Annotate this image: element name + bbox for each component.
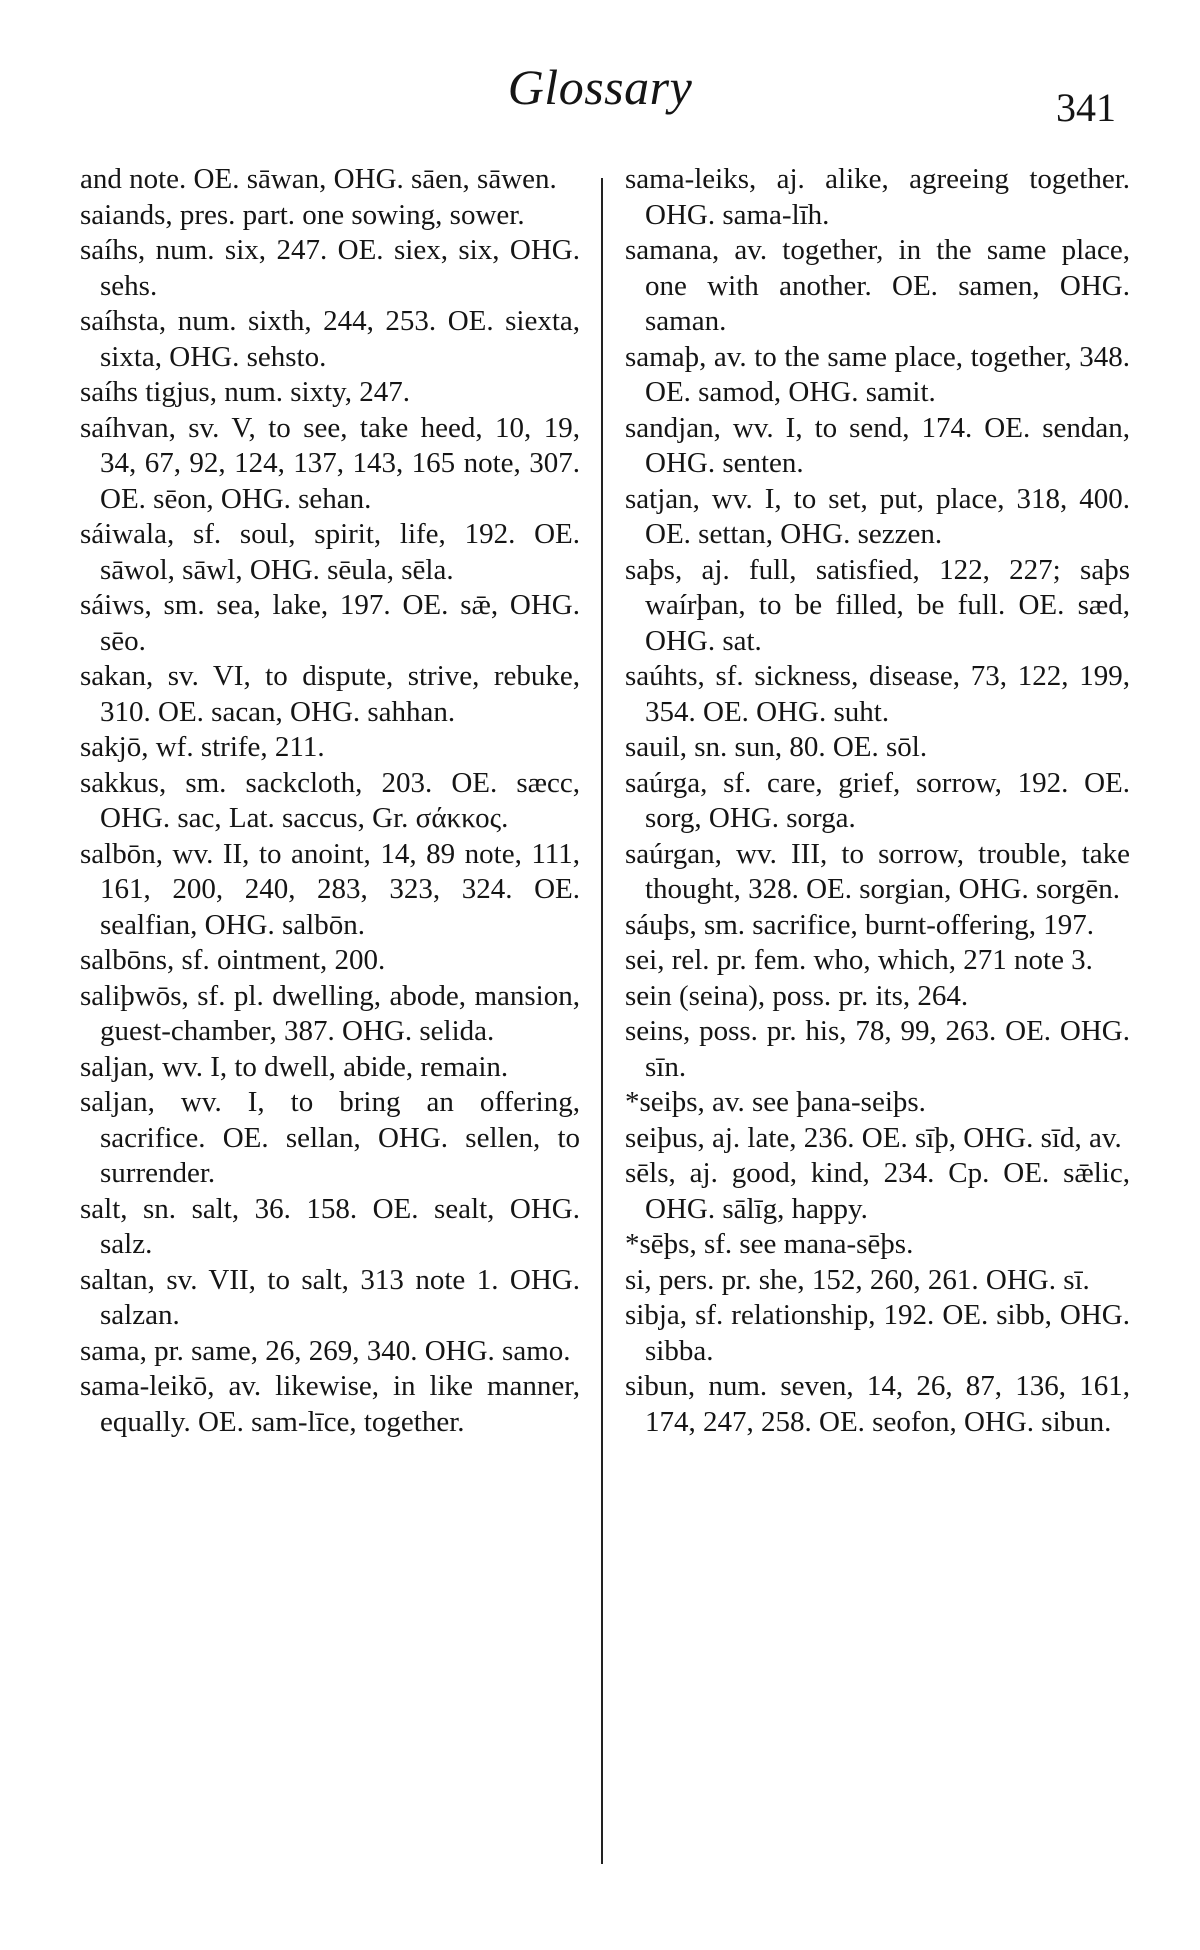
glossary-entry: saljan, wv. I, to bring an offering, sacrifice. OE. sellan, OHG. sellen, to surrender. [80,1086,580,1189]
glossary-entry: saliþwōs, sf. pl. dwelling, abode, mansion, guest-chamber, 387. OHG. selida. [80,979,580,1047]
glossary-entry: sandjan, wv. I, to send, 174. OE. sendan, OHG. senten. [625,411,1130,479]
glossary-entry: sáiws, sm. sea, lake, 197. OE. sǣ, OHG. sēo. [80,589,580,657]
glossary-entry: sáuþs, sm. sacrifice, burnt-offering, 197. [625,908,1094,941]
page-number: 341 [1056,85,1116,130]
glossary-entry: sēls, aj. good, kind, 234. Cp. OE. sǣlic, OHG. sālīg, happy. [625,1157,1130,1225]
glossary-entry: saúrga, sf. care, grief, sorrow, 192. OE. sorg, OHG. sorga. [625,766,1130,834]
glossary-entry: saíhs, num. six, 247. OE. siex, six, OHG. sehs. [80,234,580,302]
glossary-entry: saíhs tigjus, num. sixty, 247. [80,376,411,408]
glossary-entry: satjan, wv. I, to set, put, place, 318, 400. OE. settan, OHG. sezzen. [625,482,1130,550]
glossary-entry: salbōns, sf. ointment, 200. [80,944,386,976]
glossary-entry: *sēþs, sf. see mana-sēþs. [625,1228,914,1260]
glossary-entry: sakjō, wf. strife, 211. [80,731,325,763]
glossary-entry: sama-leiks, aj. alike, agreeing together. OHG. sama-līh. [625,163,1130,231]
glossary-entry: saiands, pres. part. one sowing, sower. [80,198,525,231]
glossary-entry: saljan, wv. I, to dwell, abide, remain. [80,1050,509,1083]
glossary-entry: sei, rel. pr. fem. who, which, 271 note 3. [625,944,1093,976]
glossary-entry: seins, poss. pr. his, 78, 99, 263. OE. OHG. sīn. [625,1015,1130,1083]
page-title: Glossary [507,59,693,115]
glossary-entry: sein (seina), poss. pr. its, 264. [625,979,969,1012]
glossary-entry: sibja, sf. relationship, 192. OE. sibb, OHG. sibba. [625,1299,1130,1367]
glossary-entry: sama, pr. same, 26, 269, 340. OHG. samo. [80,1334,571,1367]
glossary-entry: sakan, sv. VI, to dispute, strive, rebuke, 310. OE. sacan, OHG. sahhan. [80,660,580,728]
glossary-entry: saþs, aj. full, satisfied, 122, 227; saþs waírþan, to be filled, be full. OE. sæd, OHG. sat. [625,553,1130,657]
glossary-entry: saltan, sv. VII, to salt, 313 note 1. OHG. salzan. [80,1263,580,1331]
glossary-entry: saíhvan, sv. V, to see, take heed, 10, 19, 34, 67, 92, 124, 137, 143, 165 note, 307. OE. sēon, OHG. sehan. [80,411,580,515]
glossary-entry: sauil, sn. sun, 80. OE. sōl. [625,731,928,763]
glossary-entry: and note. OE. sāwan, OHG. sāen, sāwen. [80,163,557,195]
glossary-entry: salbōn, wv. II, to anoint, 14, 89 note, 111, 161, 200, 240, 283, 323, 324. OE. sealfian, OHG. salbōn. [80,837,580,941]
glossary-entry: sibun, num. seven, 14, 26, 87, 136, 161, 174, 247, 258. OE. seofon, OHG. sibun. [625,1370,1130,1438]
glossary-entry: sáiwala, sf. soul, spirit, life, 192. OE. sāwol, sāwl, OHG. sēula, sēla. [80,518,580,586]
glossary-entry: si, pers. pr. she, 152, 260, 261. OHG. sī. [625,1263,1090,1296]
glossary-entry: salt, sn. salt, 36. 158. OE. sealt, OHG. salz. [80,1192,580,1260]
glossary-entry: sakkus, sm. sackcloth, 203. OE. sæcc, OHG. sac, Lat. saccus, Gr. σάκκος. [80,766,580,834]
glossary-entry: seiþus, aj. late, 236. OE. sīþ, OHG. sīd, av. [625,1121,1122,1154]
glossary-entry: saúrgan, wv. III, to sorrow, trouble, take thought, 328. OE. sorgian, OHG. sorgēn. [625,837,1130,905]
glossary-entry: samana, av. together, in the same place, one with another. OE. samen, OHG. saman. [625,234,1130,337]
glossary-entry: sama-leikō, av. likewise, in like manner, equally. OE. sam-līce, together. [80,1370,580,1438]
glossary-entry: saúhts, sf. sickness, disease, 73, 122, 199, 354. OE. OHG. suht. [625,660,1130,728]
left-column [80,162,580,1440]
column-divider [601,178,603,1864]
glossary-entry: *seiþs, av. see þana-seiþs. [625,1086,926,1118]
glossary-entry: saíhsta, num. sixth, 244, 253. OE. siexta, sixta, OHG. sehsto. [80,305,580,373]
glossary-entry: samaþ, av. to the same place, together, 348. OE. samod, OHG. samit. [625,340,1130,408]
right-column [625,162,1130,1440]
